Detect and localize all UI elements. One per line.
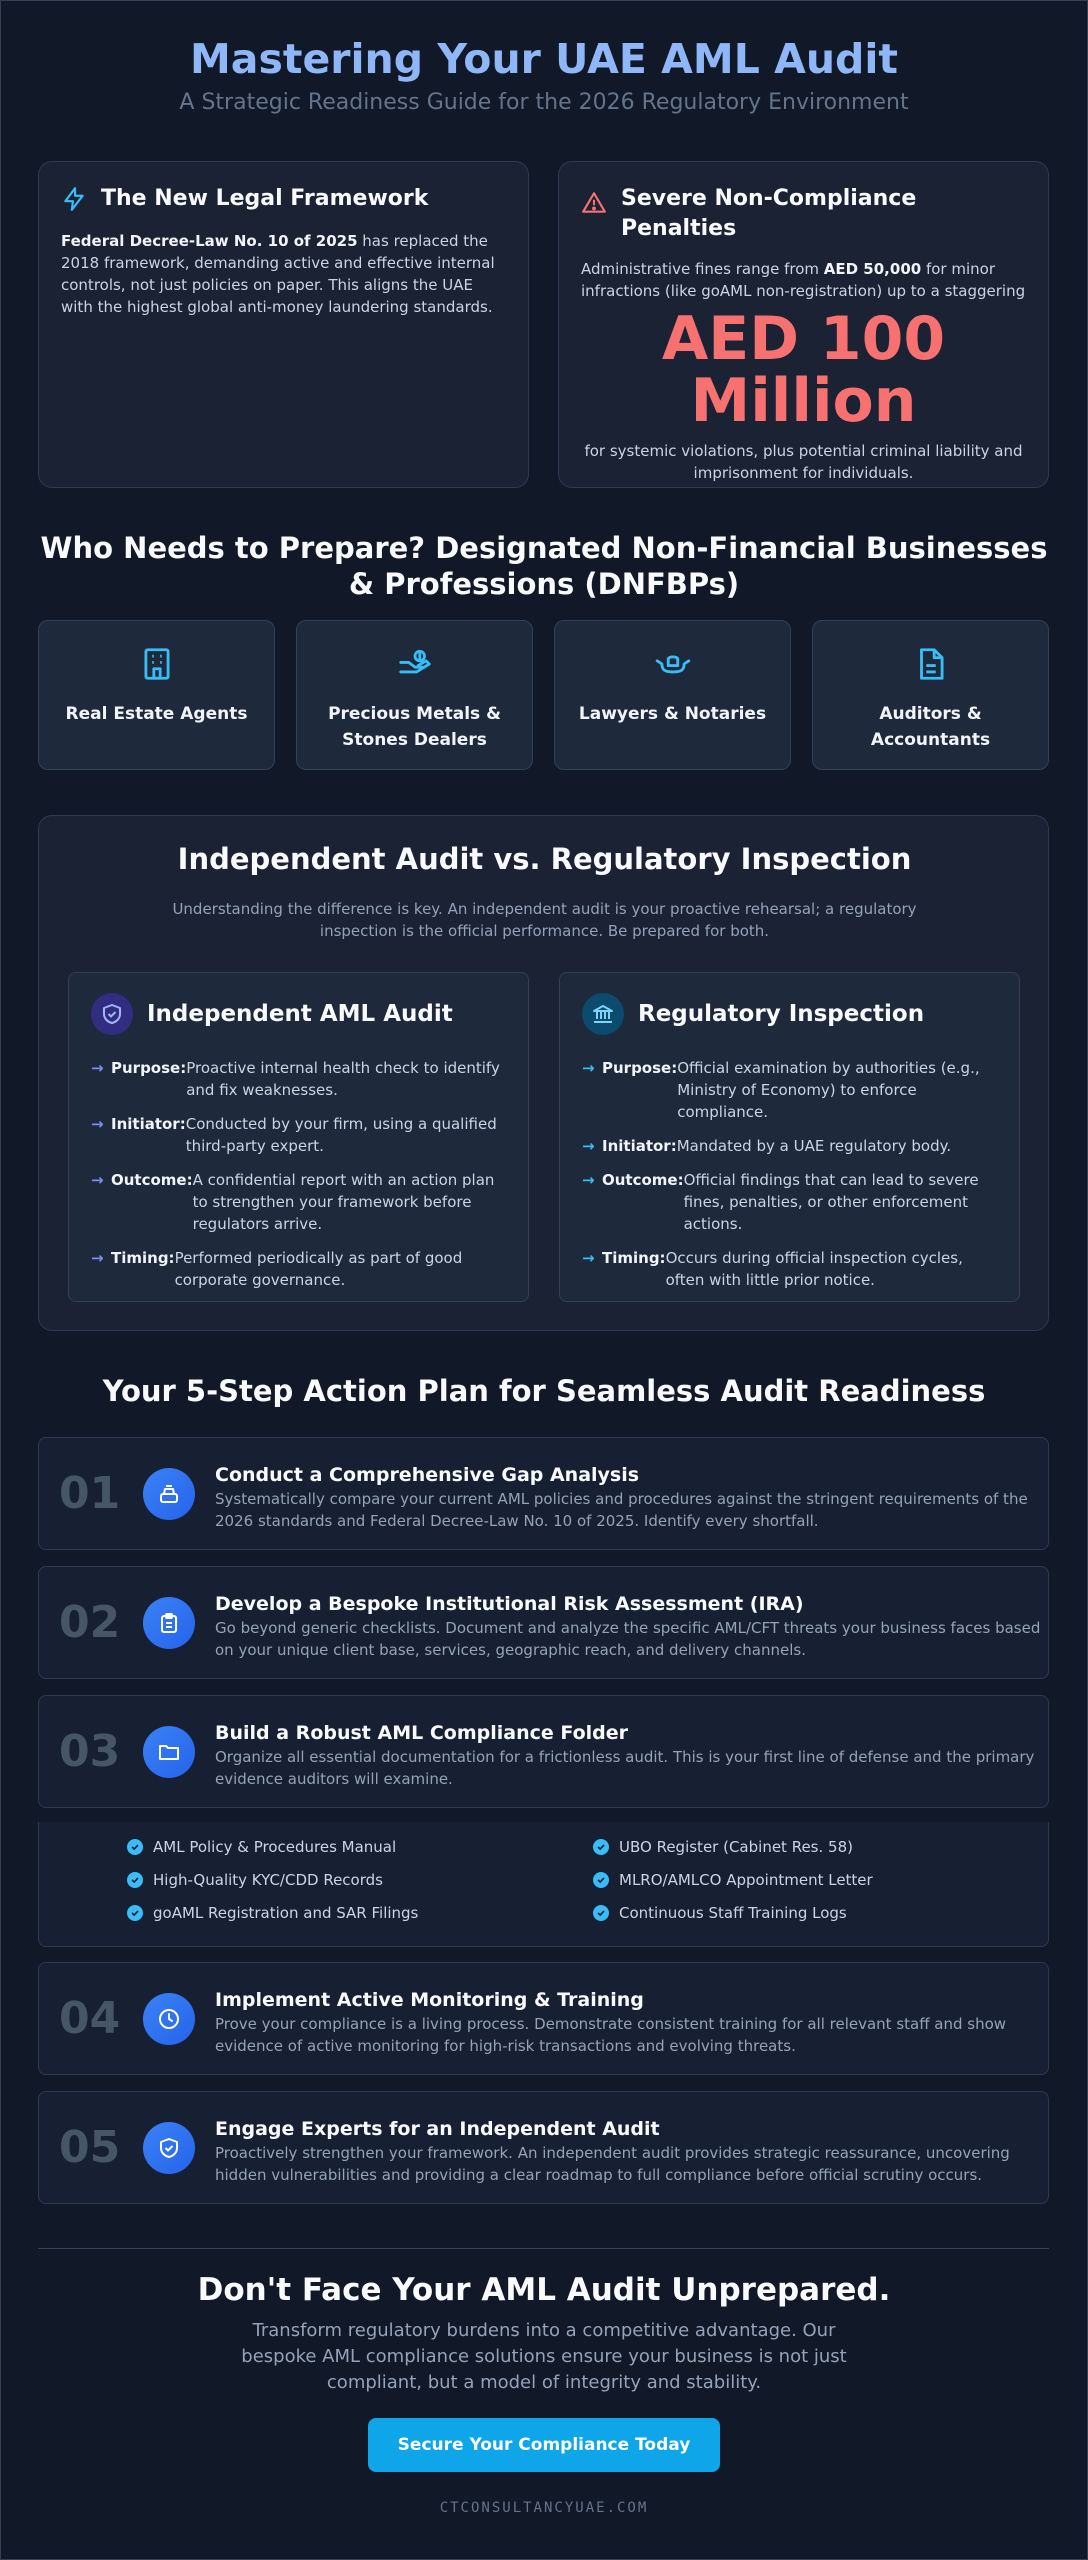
checklist-item-label: MLRO/AMLCO Appointment Letter [619,1871,873,1889]
audit-column-title: Independent AML Audit [147,1001,453,1027]
checklist-item [593,1869,873,1891]
comparison-title: Independent Audit vs. Regulatory Inspection [177,842,912,876]
checklist-item [593,1902,847,1924]
step-text: Go beyond generic checklists. Document and analyze the specific AML/CFT threats your business faces based on your unique client base, services, geographic reach, and delivery channels. [215,1619,1041,1659]
step-card-1 [38,1437,1049,1550]
lightning-icon [61,186,87,216]
comparison-card [38,815,1049,1331]
check-circle-icon [593,1872,609,1888]
framework-card [38,161,529,488]
checklist-item-label: High-Quality KYC/CDD Records [153,1871,383,1889]
audit-point [91,1169,506,1235]
folder-icon [143,1726,195,1778]
penalties-card-title: Severe Non-Compliance Penalties [621,186,917,241]
check-circle-icon [127,1839,143,1855]
penalties-card-text [581,258,1026,302]
check-circle-icon [593,1839,609,1855]
dnfbp-label: Real Estate Agents [65,704,248,724]
shield-check-icon [143,2122,195,2174]
clock-icon [143,1993,195,2045]
inspection-column [559,972,1020,1302]
audit-point [91,1113,506,1157]
step-title: Engage Experts for an Independent Audit [215,2118,660,2140]
checklist-item [127,1902,418,1924]
step-number: 05 [59,2122,121,2173]
audit-point [91,1057,506,1101]
cta-text: Transform regulatory burdens into a competitive advantage. Our bespoke AML compliance solutions ensure your business is not just compliant, but a model of integrity and stability. [241,2320,847,2393]
audit-column-header [91,993,506,1035]
dnfbp-section-title: Who Needs to Prepare? Designated Non-Financial Businesses & Professions (DNFBPs) [40,531,1048,601]
page-subtitle: A Strategic Readiness Guide for the 2026 Regulatory Environment [179,90,909,115]
inspection-point-label: Initiator: [602,1137,677,1155]
plan-section-title: Your 5-Step Action Plan for Seamless Audit Readiness [102,1374,986,1408]
step-text: Prove your compliance is a living process. Demonstrate consistent training for all relevant staff and show evidence of active monitoring for high-risk transactions and evolving threats. [215,2015,1007,2055]
penalties-text-before: Administrative fines range from [581,260,824,278]
checklist-item-label: Continuous Staff Training Logs [619,1904,847,1922]
arrow-right-icon: → [91,1115,104,1133]
checklist-item [127,1869,383,1891]
arrow-right-icon: → [91,1059,104,1077]
framework-description: has replaced the 2018 framework, demanding active and effective internal controls, not just policies on paper. This aligns the UAE with the highest global anti-money laundering standards. [61,232,495,316]
dnfbp-label: Auditors & Accountants [870,704,991,750]
dnfbp-card-precious-metals [296,620,533,770]
inspection-point-text: Official findings that can lead to severe fines, penalties, or other enforcement actions. [683,1171,979,1233]
step-text: Systematically compare your current AML policies and procedures against the stringent requirements of the 2026 standards and Federal Decree-Law No. 10 of 2025. Identify every shortfall. [215,1490,1028,1530]
audit-point-text: Proactive internal health check to identify and fix weaknesses. [186,1059,500,1099]
step-title: Build a Robust AML Compliance Folder [215,1722,628,1744]
arrow-right-icon: → [582,1171,595,1189]
inspection-point-label: Purpose: [602,1059,678,1077]
audit-point-label: Timing: [111,1249,175,1267]
inspection-column-header [582,993,997,1035]
step-card-4 [38,1962,1049,2075]
inspection-point [582,1057,997,1123]
audit-point-text: Performed periodically as part of good corporate governance. [174,1249,463,1289]
inspection-point [582,1247,997,1291]
secure-compliance-button[interactable]: Secure Your Compliance Today [368,2418,720,2472]
step-title: Conduct a Comprehensive Gap Analysis [215,1464,640,1486]
check-circle-icon [127,1905,143,1921]
page-title: Mastering Your UAE AML Audit [189,35,899,83]
checklist-item [127,1836,396,1858]
inspection-point-label: Outcome: [602,1171,684,1189]
step-card-3 [38,1695,1049,1808]
penalties-max-fine: AED 100 Million [661,304,946,436]
document-icon [912,645,950,687]
audit-point-label: Outcome: [111,1171,193,1189]
audit-point-label: Initiator: [111,1115,186,1133]
arrow-right-icon: → [582,1249,595,1267]
inspection-point-text: Mandated by a UAE regulatory body. [676,1137,952,1155]
arrow-right-icon: → [582,1059,595,1077]
folder-checklist [38,1822,1049,1947]
footer-website[interactable]: CTCONSULTANCYUAE.COM [439,2500,649,2516]
section-divider [38,2248,1049,2249]
inspection-point-text: Occurs during official inspection cycles, often with little prior notice. [665,1249,963,1289]
dnfbp-label: Lawyers & Notaries [578,704,767,724]
step-card-5 [38,2091,1049,2204]
audit-point-label: Purpose: [111,1059,187,1077]
step-number: 02 [59,1597,121,1648]
cta-title: Don't Face Your AML Audit Unprepared. [197,2272,891,2308]
audit-point-text: Conducted by your firm, using a qualified third-party expert. [185,1115,497,1155]
audit-point-text: A confidential report with an action plan to strengthen your framework before regulators arrive. [192,1171,495,1233]
gem-hand-icon [396,645,434,687]
checklist-item-label: AML Policy & Procedures Manual [153,1838,397,1856]
framework-card-header [61,184,506,216]
penalties-min-fine: AED 50,000 [823,260,922,278]
inspection-point [582,1169,997,1235]
framework-card-title: The New Legal Framework [101,186,429,211]
arrow-right-icon: → [582,1137,595,1155]
inspection-column-title: Regulatory Inspection [638,1001,925,1027]
inspection-point [582,1135,997,1157]
inspection-point-label: Timing: [602,1249,666,1267]
audit-column [68,972,529,1302]
comparison-subtitle: Understanding the difference is key. An independent audit is your proactive rehearsal; a regulatory inspection is the official performance. Be prepared for both. [172,900,917,940]
dnfbp-card-lawyers [554,620,791,770]
government-building-icon [582,993,624,1035]
step-text: Organize all essential documentation for a frictionless audit. This is your first line of defense and the primary evidence auditors will examine. [215,1748,1035,1788]
step-text: Proactively strengthen your framework. An independent audit provides strategic reassurance, uncovering hidden vulnerabilities and providing a clear roadmap to full compliance before official scrutiny occurs. [215,2144,1010,2184]
framework-card-text [61,230,506,318]
warning-triangle-icon [581,190,607,220]
checklist-item [593,1836,853,1858]
checklist-item-label: goAML Registration and SAR Filings [153,1904,419,1922]
checklist-item-label: UBO Register (Cabinet Res. 58) [619,1838,853,1856]
penalties-card [558,161,1049,488]
step-number: 01 [59,1468,121,1519]
clipboard-icon [143,1597,195,1649]
step-number: 03 [59,1726,121,1777]
arrow-right-icon: → [91,1171,104,1189]
stack-icon [143,1468,195,1520]
inspection-point-text: Official examination by authorities (e.g., Ministry of Economy) to enforce compliance. [677,1059,980,1121]
dnfbp-card-real-estate [38,620,275,770]
penalties-footnote: for systemic violations, plus potential criminal liability and imprisonment for individuals. [584,442,1023,482]
arrow-right-icon: → [91,1249,104,1267]
step-title: Develop a Bespoke Institutional Risk Assessment (IRA) [215,1593,804,1615]
handshake-icon [654,645,692,687]
audit-point [91,1247,506,1291]
framework-law-name: Federal Decree-Law No. 10 of 2025 [61,232,358,250]
shield-check-icon [91,993,133,1035]
dnfbp-card-auditors [812,620,1049,770]
dnfbp-label: Precious Metals & Stones Dealers [328,704,501,750]
penalties-card-header [581,184,1026,244]
check-circle-icon [127,1872,143,1888]
penalties-text-after: for minor infractions (like goAML non-registration) up to a staggering [581,260,1026,300]
building-icon [138,645,176,687]
step-number: 04 [59,1993,121,2044]
step-title: Implement Active Monitoring & Training [215,1989,644,2011]
step-card-2 [38,1566,1049,1679]
check-circle-icon [593,1905,609,1921]
